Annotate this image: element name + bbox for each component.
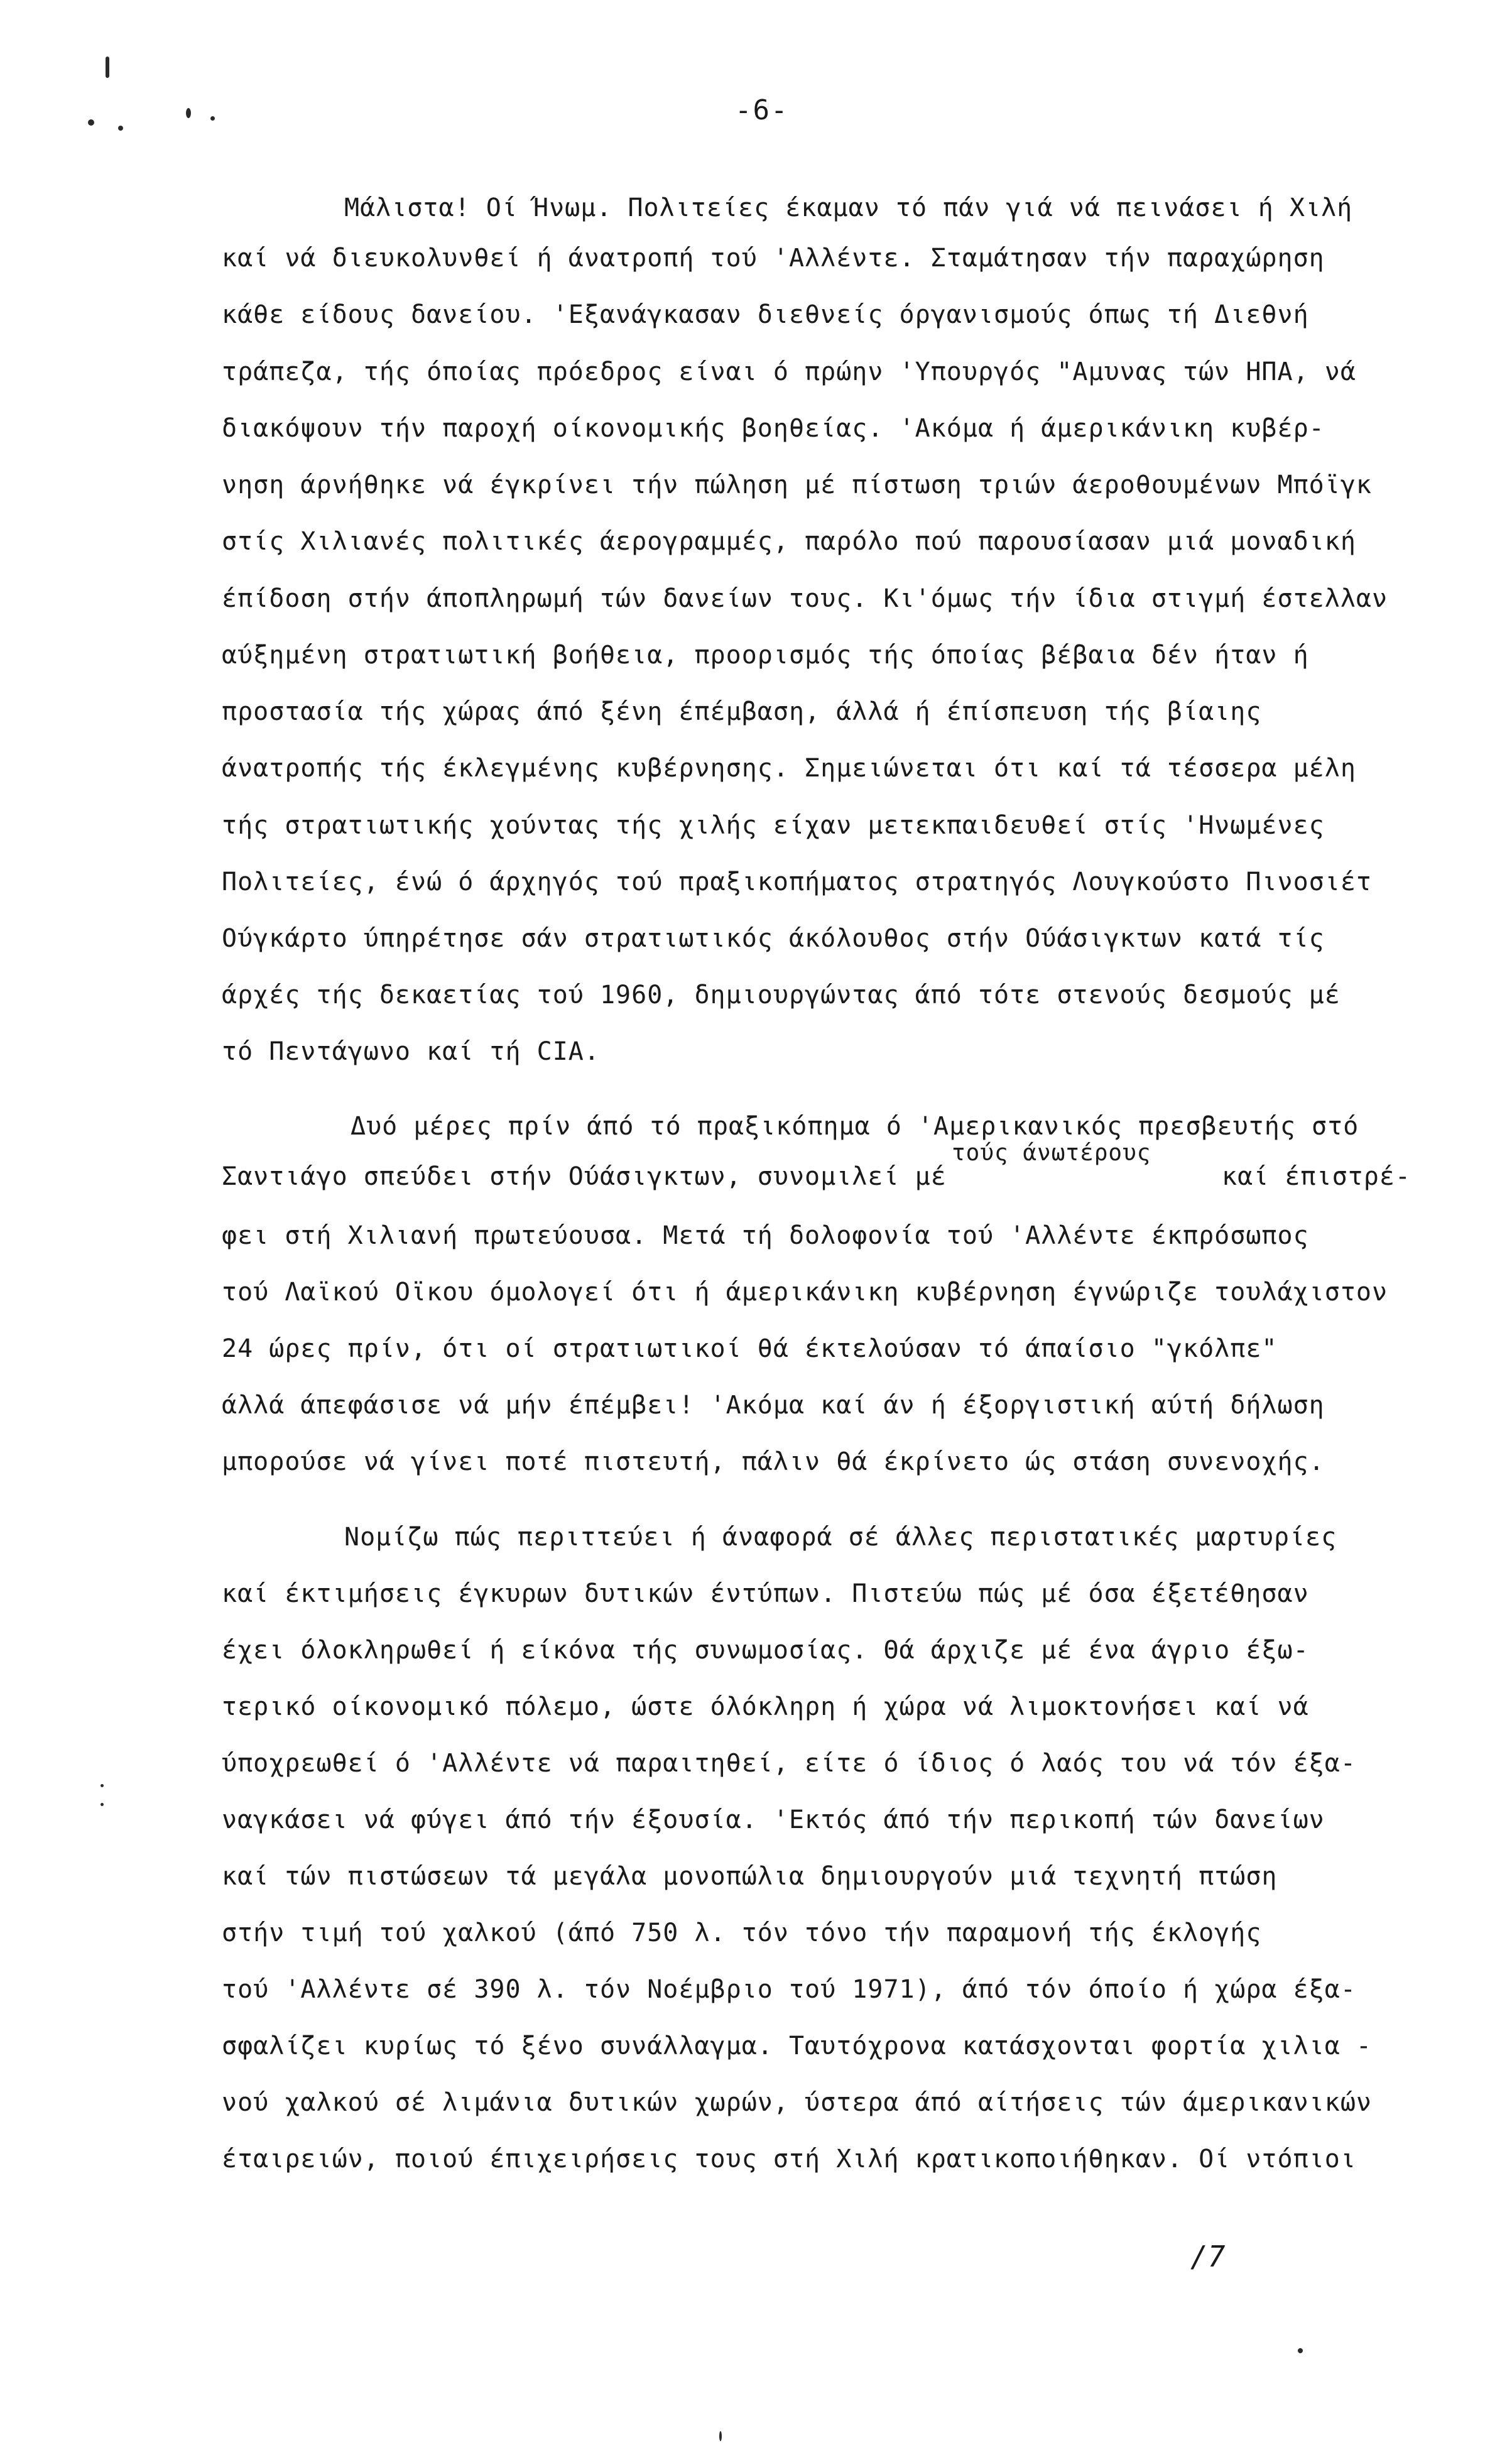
text-line: προστασία τής χώρας άπό ξένη έπέμβαση, άλλά ή έπίσπευση τής βίαιης (222, 697, 1262, 726)
text-line: νού χαλκού σέ λιμάνια δυτικών χωρών, ύστερα άπό αίτήσεις τών άμερικανικών (222, 2088, 1372, 2117)
text-line: στίς Χιλιανές πολιτικές άερογραμμές, παρόλο πού παρουσίασαν μιά μοναδική (222, 527, 1356, 556)
text-line: κάθε είδους δανείου. 'Εξανάγκασαν διεθνείς όργανισμούς όπως τή Διεθνή (222, 300, 1309, 329)
scan-speck (101, 1803, 104, 1806)
text-line: καί νά διευκολυνθεί ή άνατροπή τού 'Αλλέντε. Σταμάτησαν τήν παραχώρηση (222, 244, 1325, 273)
text-line: μπορούσε νά γίνει ποτέ πιστευτή, πάλιν θά έκρίνετο ώς στάση συνενοχής. (222, 1447, 1325, 1476)
text-line: τού 'Αλλέντε σέ 390 λ. τόν Νοέμβριο τού 1971), άπό τόν όποίο ή χώρα έξα- (222, 1975, 1356, 2004)
scan-speck (186, 108, 191, 118)
scan-speck (88, 119, 94, 126)
text-line: ναγκάσει νά φύγει άπό τήν έξουσία. 'Εκτός άπό τήν περικοπή τών δανείων (222, 1805, 1325, 1834)
text-line: έταιρειών, ποιού έπιχειρήσεις τους στή Χιλή κρατικοποιήθηκαν. Οί ντόπιοι (222, 2145, 1356, 2174)
text-line: σφαλίζει κυρίως τό ξένο συνάλλαγμα. Ταυτόχρονα κατάσχονται φορτία χιλια - (222, 2032, 1372, 2060)
text-line: τράπεζα, τής όποίας πρόεδρος είναι ό πρώην 'Υπουργός "Αμυνας τών ΗΠΑ, νά (222, 357, 1356, 386)
scan-speck (210, 116, 215, 121)
text-line: τού Λαϊκού Οϊκου όμολογεί ότι ή άμερικάνικη κυβέρνηση έγνώριζε τουλάχιστον (222, 1278, 1388, 1307)
text-line: έχει όλοκληρωθεί ή είκόνα τής συνωμοσίας. Θά άρχιζε μέ ένα άγριο έξω- (222, 1636, 1309, 1665)
text-line: φει στή Χιλιανή πρωτεύουσα. Μετά τή δολοφονία τού 'Αλλέντε έκπρόσωπος (222, 1221, 1309, 1250)
text-line: 24 ώρες πρίν, ότι οί στρατιωτικοί θά έκτελούσαν τό άπαίσιο "γκόλπε" (222, 1334, 1278, 1363)
text-line: νηση άρνήθηκε νά έγκρίνει τήν πώληση μέ πίστωση τριών άεροθουμένων Μπόϊγκ (222, 471, 1372, 499)
page-number: -6- (735, 94, 789, 126)
text-line: άλλά άπεφάσισε νά μήν έπέμβει! 'Ακόμα καί άν ή έξοργιστική αύτή δήλωση (222, 1391, 1325, 1420)
text-line: Μάλιστα! Οί Ήνωμ. Πολιτείες έκαμαν τό πάν γιά νά πεινάσει ή Χιλή (344, 193, 1353, 222)
text-line: άρχές τής δεκαετίας τού 1960, δημιουργώντας άπό τότε στενούς δεσμούς μέ (222, 981, 1341, 1010)
text-line: διακόψουν τήν παροχή οίκονομικής βοηθείας. 'Ακόμα ή άμερικάνικη κυβέρ- (222, 414, 1325, 443)
text-line-tail: καί έπιστρέ- (1222, 1162, 1411, 1191)
inline-insert: τούς άνωτέρους (952, 1140, 1151, 1166)
scan-speck (719, 2431, 722, 2441)
text-line: ύποχρεωθεί ό 'Αλλέντε νά παραιτηθεί, είτε ό ίδιος ό λαός του νά τόν έξα- (222, 1749, 1356, 1778)
text-line: τό Πεντάγωνο καί τή CIA. (222, 1037, 600, 1066)
text-line: αύξημένη στρατιωτική βοήθεια, προορισμός τής όποίας βέβαια δέν ήταν ή (222, 641, 1309, 670)
text-line: τής στρατιωτικής χούντας τής χιλής είχαν μετεκπαιδευθεί στίς 'Ηνωμένες (222, 811, 1325, 840)
text-line: Νομίζω πώς περιττεύει ή άναφορά σέ άλλες περιστατικές μαρτυρίες (344, 1523, 1337, 1552)
scan-speck (101, 1784, 104, 1787)
text-line: Σαντιάγο σπεύδει στήν Ούάσιγκτων, συνομιλεί μέ (222, 1162, 947, 1191)
text-line: άνατροπής τής έκλεγμένης κυβέρνησης. Σημειώνεται ότι καί τά τέσσερα μέλη (222, 754, 1356, 783)
scan-speck (106, 57, 109, 78)
text-line: καί έκτιμήσεις έγκυρων δυτικών έντύπων. Πιστεύω πώς μέ όσα έξετέθησαν (222, 1579, 1309, 1608)
text-line: τερικό οίκονομικό πόλεμο, ώστε όλόκληρη ή χώρα νά λιμοκτονήσει καί νά (222, 1692, 1309, 1721)
scan-speck (118, 126, 123, 131)
continuation-mark: /7 (1190, 2240, 1226, 2273)
text-line: έπίδοση στήν άποπληρωμή τών δανείων τους. Κι'όμως τήν ίδια στιγμή έστελλαν (222, 584, 1388, 613)
scan-speck (1298, 2348, 1303, 2353)
text-line: στήν τιμή τού χαλκού (άπό 750 λ. τόν τόνο τήν παραμονή τής έκλογής (222, 1918, 1262, 1947)
text-line: Δυό μέρες πρίν άπό τό πραξικόπημα ό 'Αμερικανικός πρεσβευτής στό (351, 1112, 1359, 1141)
text-line: Πολιτείες, ένώ ό άρχηγός τού πραξικοπήματος στρατηγός Λουγκούστο Πινοσιέτ (222, 868, 1372, 896)
text-line: καί τών πιστώσεων τά μεγάλα μονοπώλια δημιουργούν μιά τεχνητή πτώση (222, 1862, 1278, 1891)
text-line: Ούγκάρτο ύπηρέτησε σάν στρατιωτικός άκόλουθος στήν Ούάσιγκτων κατά τίς (222, 924, 1325, 953)
